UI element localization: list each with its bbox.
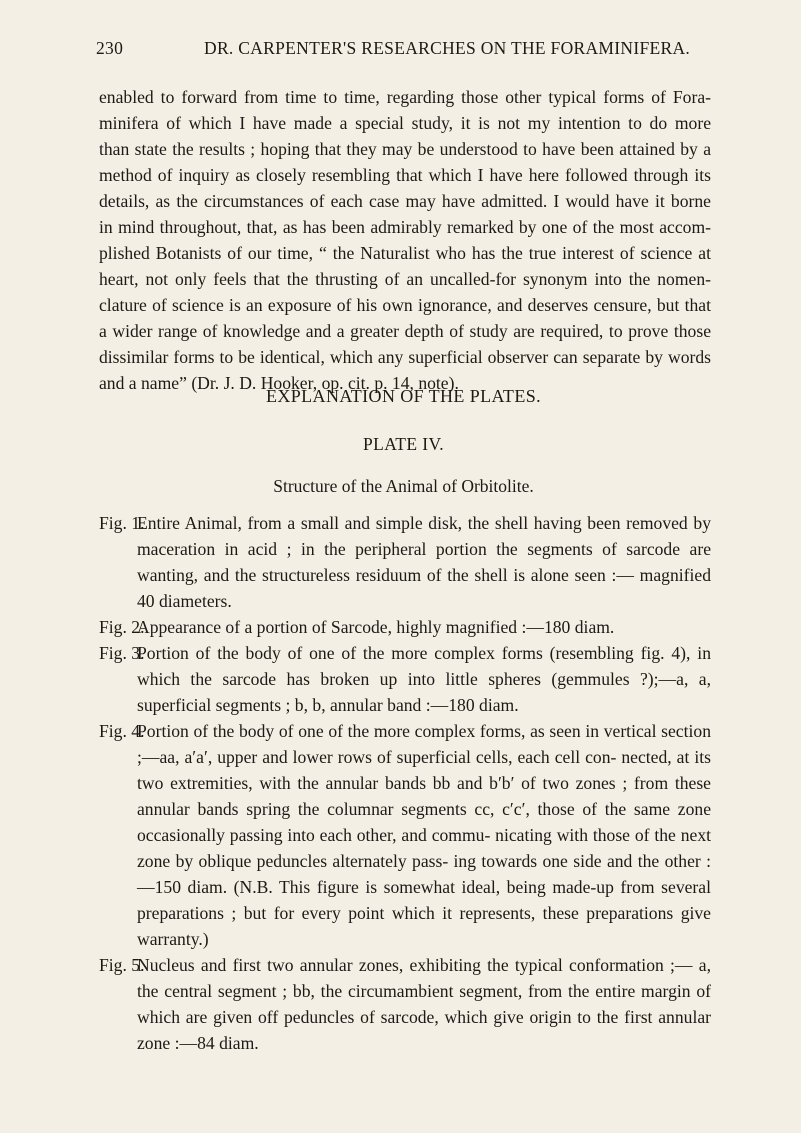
- figure-label: Fig. 1.: [99, 513, 145, 533]
- page-header: [96, 38, 711, 62]
- running-title: DR. CARPENTER'S RESEARCHES ON THE FORAMINIFERA.: [204, 38, 691, 58]
- intro-paragraph: [99, 84, 711, 396]
- intro-line: dissimilar forms to be identical, which any superficial observer can separate by words: [99, 347, 711, 367]
- intro-line: minifera of which I have made a special study, it is not my intention to do more: [99, 113, 711, 133]
- figure-description: Nucleus and first two annular zones, exhibiting the typical conformation ;— a, the central segment ; bb, the circumambient segment, from the entire margin of which are given off peduncles of sarcode, which give origin to the first annular zone :—84 diam.: [137, 955, 711, 1053]
- intro-line: clature of science is an exposure of his own ignorance, and deserves censure, but that: [99, 295, 711, 315]
- intro-line: than state the results ; hoping that they may be understood to have been attained by a: [99, 139, 711, 159]
- figure-description: Entire Animal, from a small and simple disk, the shell having been removed by maceration in acid ; in the peripheral portion the segments of sarcode are wanting, and the structureless residuum of the shell is alone seen :— magnified 40 diameters.: [137, 513, 711, 611]
- figure-label: Fig. 4.: [99, 721, 145, 741]
- intro-line: a wider range of knowledge and a greater depth of study are required, to prove those: [99, 321, 711, 341]
- figure-description: Portion of the body of one of the more complex forms, as seen in vertical section ;—aa, a′a′, upper and lower rows of superficial cells, each cell con- nected, at its two extremities, with the annular bands bb and b′b′ of two zones ; from these annular bands spring the columnar segments cc, c′c′, those of the same zone occasionally passing into each other, and commu- nicating with those of the next zone by oblique peduncles alternately pass- ing towards one side and the other :—150 diam. (N.B. This figure is somewhat ideal, being made-up from several preparations ; but for every point which it represents, these preparations give warranty.): [137, 721, 711, 949]
- intro-line: method of inquiry as closely resembling that which I have here followed through its: [99, 165, 711, 185]
- figure-entry: [99, 510, 711, 614]
- intro-line: details, as the circumstances of each case may have admitted. I would have it borne: [99, 191, 711, 211]
- figure-entry: [99, 614, 711, 640]
- figure-label: Fig. 3.: [99, 643, 145, 663]
- figure-label: Fig. 5.: [99, 955, 145, 975]
- section-title: EXPLANATION OF THE PLATES.: [265, 386, 542, 406]
- plate-subtitle: Structure of the Animal of Orbitolite.: [273, 476, 534, 496]
- plate-title: PLATE IV.: [362, 434, 445, 454]
- intro-line: enabled to forward from time to time, regarding those other typical forms of Fora-: [99, 87, 711, 107]
- figure-description: Portion of the body of one of the more complex forms (resembling fig. 4), in which the sarcode has broken up into little spheres (gemmules ?);—a, a, superficial segments ; b, b, annular band :—180 diam.: [137, 643, 711, 715]
- figure-entry: [99, 640, 711, 718]
- intro-line: in mind throughout, that, as has been admirably remarked by one of the most accom-: [99, 217, 711, 237]
- figure-explanations: [99, 510, 711, 1056]
- intro-line: heart, not only feels that the thrusting of an uncalled-for synonym into the nomen-: [99, 269, 711, 289]
- page-number: 230: [96, 38, 124, 58]
- figure-entry: [99, 952, 711, 1056]
- figure-description: Appearance of a portion of Sarcode, highly magnified :—180 diam.: [137, 617, 615, 637]
- figure-entry: [99, 718, 711, 952]
- figure-label: Fig. 2.: [99, 617, 145, 637]
- intro-line: and a name” (Dr. J. D. Hooker, op. cit. p. 14, note).: [99, 373, 459, 393]
- intro-line: plished Botanists of our time, “ the Naturalist who has the true interest of science at: [99, 243, 711, 263]
